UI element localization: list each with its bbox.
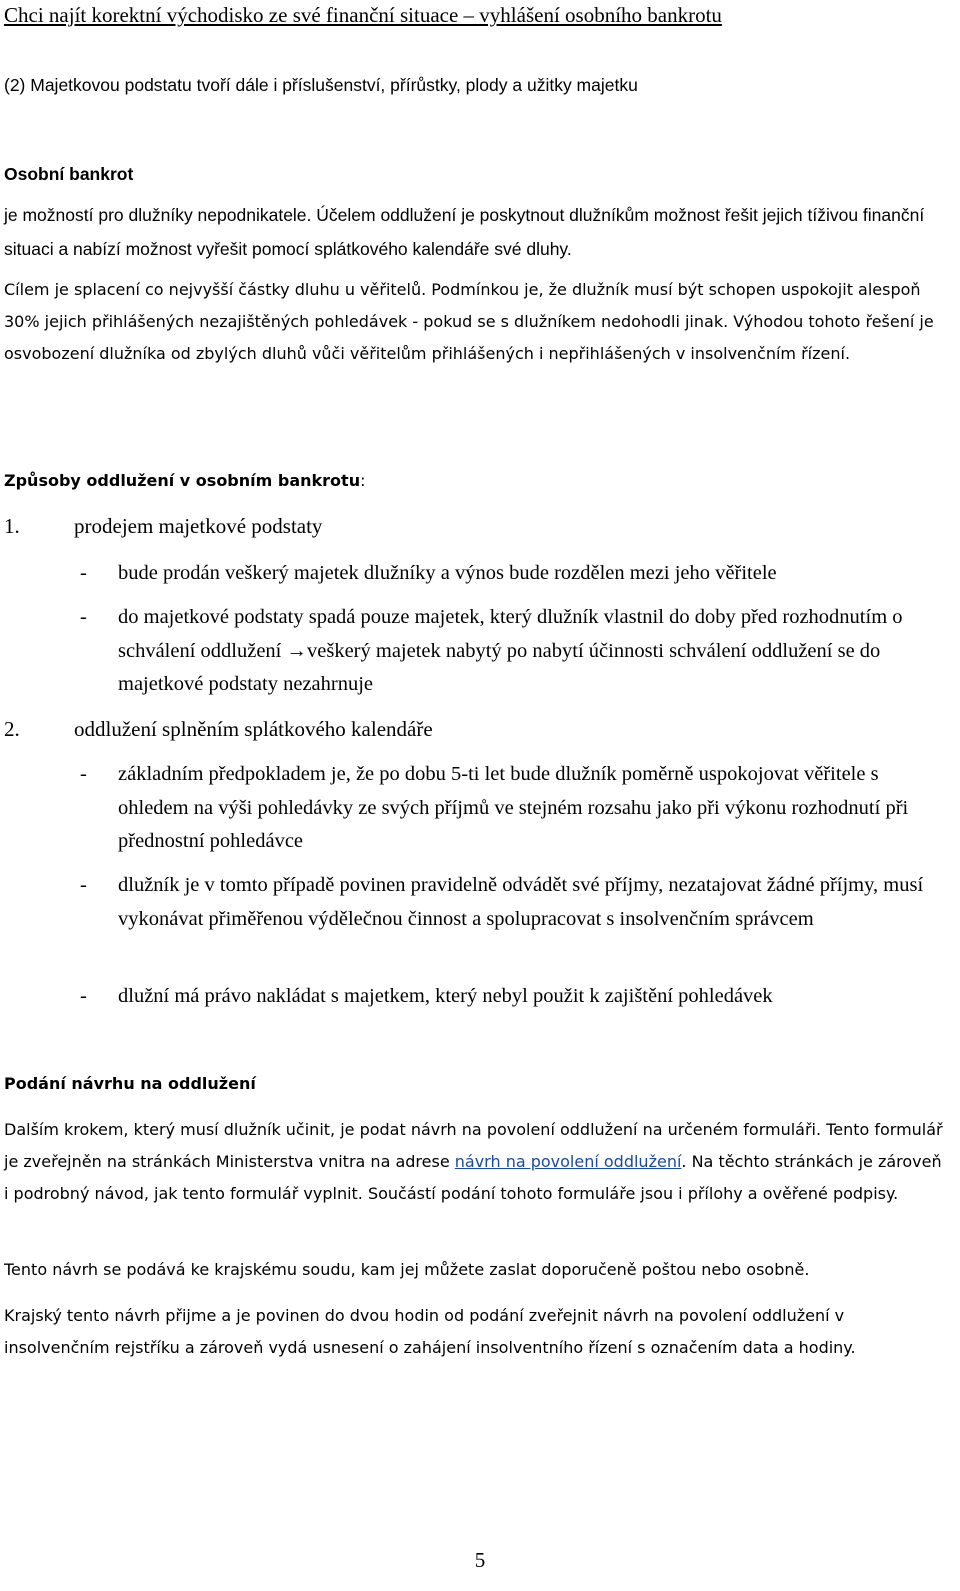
osobni-bankrot-paragraph-2: Cílem je splacení co nejvyšší částky dluhu u věřitelů. Podmínkou je, že dlužník musí být schopen uspokojit alespoň 30% jejich přihlášených nezajištěných pohledávek - pokud se s dlužníkem nedohodli jinak. Výhodou tohoto řešení je osvobození dlužníka od zbylých dluhů vůči věřitelům přihlášených i nepřihlášených v insolvenčním řízení.	[4, 280, 934, 363]
dash-marker: -	[80, 763, 87, 785]
dash-marker: -	[80, 606, 87, 628]
dash-marker: -	[80, 985, 87, 1007]
podani-text-b: . Na těchto stránkách je zároveň i podrobný návod, jak tento formulář vyplnit. Součástí podání tohoto formuláře jsou i přílohy a ověřené podpisy.	[4, 1152, 942, 1203]
osobni-bankrot-heading: Osobní bankrot	[4, 164, 134, 184]
navrh-link[interactable]: návrh na povolení oddlužení	[454, 1152, 682, 1171]
list-item-2	[4, 712, 944, 746]
list-title: prodejem majetkové podstaty	[74, 514, 323, 538]
podani-paragraph-2: Tento návrh se podává ke krajskému soudu, kam jej můžete zaslat doporučeně poštou nebo osobně.	[4, 1260, 810, 1279]
sub-item-text: dlužní má právo nakládat s majetkem, který nebyl použit k zajištění pohledávek	[118, 985, 773, 1007]
list-title: oddlužení splněním splátkového kalendáře	[74, 717, 433, 741]
sub-item-text: do majetkové podstaty spadá pouze majetek, který dlužník vlastnil do doby před rozhodnutím o schválení oddlužení →veškerý majetek nabytý po nabytí účinnosti schválení oddlužení se do majetkové podstaty nezahrnuje	[118, 606, 903, 695]
list-number: 1.	[4, 514, 20, 538]
list-item-1	[4, 509, 944, 543]
podani-text-a: Dalším krokem, který musí dlužník učinit, je podat návrh na povolení oddlužení na určeném formuláři. Tento formulář je zveřejněn na stránkách Ministerstva vnitra na adrese	[4, 1120, 943, 1171]
sub-item	[80, 557, 946, 591]
sub-item-text: bude prodán veškerý majetek dlužníky a výnos bude rozdělen mezi jeho věřitele	[118, 562, 777, 584]
page-number: 5	[474, 1548, 486, 1572]
page-header: Chci najít korektní východisko ze své finanční situace – vyhlášení osobního bankrotu	[4, 3, 722, 27]
zpusoby-heading-text: Způsoby oddlužení v osobním bankrotu	[4, 471, 361, 490]
podani-paragraph-3: Krajský tento návrh přijme a je povinen do dvou hodin od podání zveřejnit návrh na povolení oddlužení v insolvenčním rejstříku a zároveň vydá usnesení o zahájení insolventního řízení s označením data a hodiny.	[4, 1306, 856, 1357]
sub-item	[80, 758, 946, 859]
dash-marker: -	[80, 874, 87, 896]
sub-item	[80, 980, 946, 1014]
list-number: 2.	[4, 717, 20, 741]
zpusoby-heading-colon: :	[360, 471, 366, 490]
zpusoby-heading	[4, 465, 944, 497]
sub-item	[80, 601, 946, 702]
podani-paragraph-1	[4, 1114, 944, 1210]
dash-marker: -	[80, 562, 87, 584]
majetkova-paragraph: (2) Majetkovou podstatu tvoří dále i příslušenství, přírůstky, plody a užitky majetku	[4, 75, 638, 95]
osobni-bankrot-paragraph-1: je možností pro dlužníky nepodnikatele. Účelem oddlužení je poskytnout dlužníkům možnost řešit jejich tíživou finanční situaci a nabízí možnost vyřešit pomocí splátkového kalendáře své dluhy.	[4, 205, 925, 259]
podani-heading: Podání návrhu na oddlužení	[4, 1074, 256, 1093]
sub-item-text: základním předpokladem je, že po dobu 5-ti let bude dlužník poměrně uspokojovat věřitele s ohledem na výši pohledávky ze svých příjmů ve stejném rozsahu jako při výkonu rozhodnutí při přednostní pohledávce	[118, 763, 909, 852]
sub-item	[80, 869, 946, 936]
sub-item-text: dlužník je v tomto případě povinen pravidelně odvádět své příjmy, nezatajovat žádné příjmy, musí vykonávat přiměřenou výdělečnou činnost a spolupracovat s insolvenčním správcem	[118, 874, 924, 930]
